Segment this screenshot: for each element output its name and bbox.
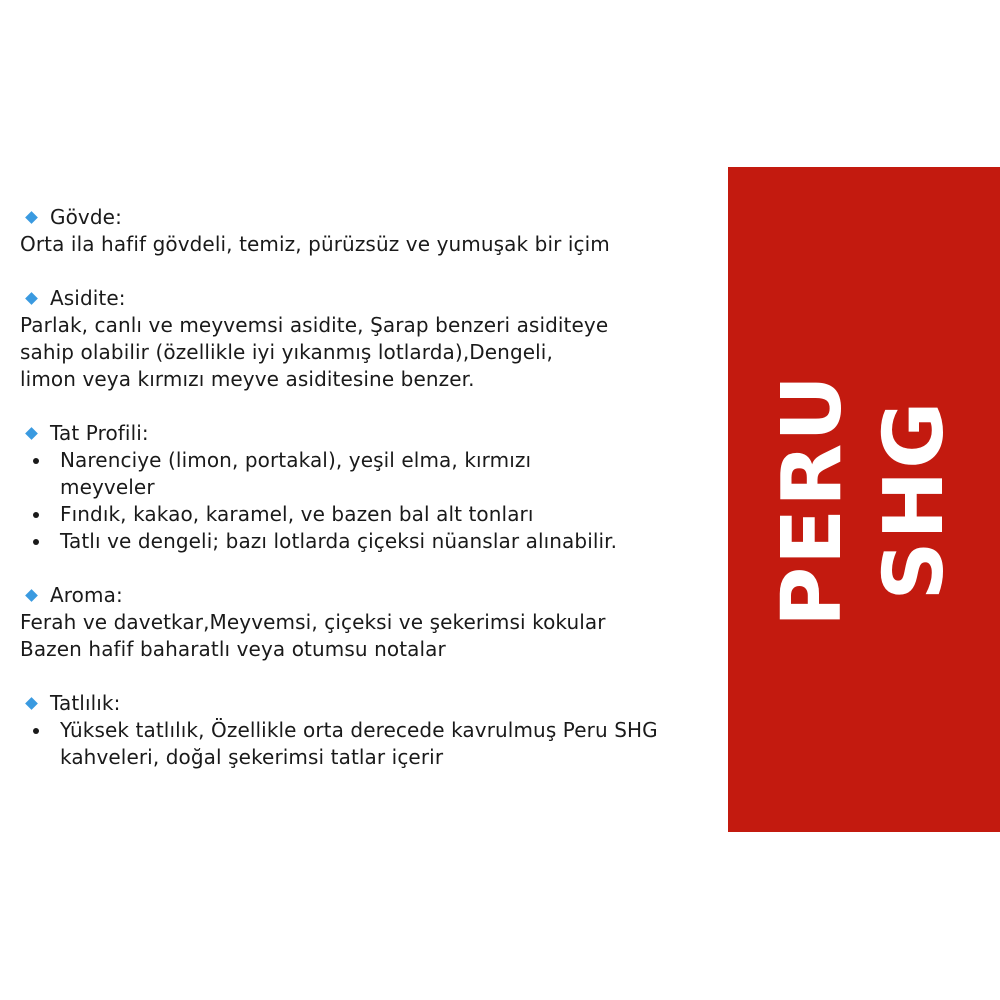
list-item: Yüksek tatlılık, Özellikle orta derecede kavrulmuş Peru SHG kahveleri, doğal şekerimsi tatlar içerir — [20, 717, 720, 771]
body-line: Parlak, canlı ve meyvemsi asidite, Şarap benzeri asiditeye — [20, 313, 609, 337]
section-govde — [20, 204, 720, 258]
bullet-list — [20, 447, 720, 555]
description-content — [20, 204, 720, 798]
section-title: Gövde: — [50, 205, 122, 229]
section-title: Aroma: — [50, 583, 123, 607]
product-label-panel — [728, 167, 1000, 832]
list-item: Tatlı ve dengeli; bazı lotlarda çiçeksi nüanslar alınabilir. — [20, 528, 720, 555]
list-item: Fındık, kakao, karamel, ve bazen bal alt tonları — [20, 501, 720, 528]
section-title: Tat Profili: — [50, 421, 149, 445]
section-heading — [20, 285, 720, 312]
body-line: Orta ila hafif gövdeli, temiz, pürüzsüz ve yumuşak bir içim — [20, 232, 610, 256]
section-tat-profili — [20, 420, 720, 555]
section-body — [20, 231, 720, 258]
section-heading — [20, 582, 720, 609]
body-line: sahip olabilir (özellikle iyi yıkanmış lotlarda),Dengeli, — [20, 340, 553, 364]
diamond-bullet-icon — [25, 427, 38, 440]
section-body — [20, 609, 720, 663]
product-name-line-1: PERU — [765, 372, 860, 627]
section-asidite — [20, 285, 720, 393]
section-aroma — [20, 582, 720, 663]
section-heading — [20, 204, 720, 231]
product-name — [762, 373, 966, 627]
diamond-bullet-icon — [25, 211, 38, 224]
section-body — [20, 312, 720, 393]
body-line: Ferah ve davetkar,Meyvemsi, çiçeksi ve şekerimsi kokular — [20, 610, 606, 634]
body-line: limon veya kırmızı meyve asiditesine benzer. — [20, 367, 475, 391]
section-tatlilik — [20, 690, 720, 771]
section-heading — [20, 690, 720, 717]
diamond-bullet-icon — [25, 589, 38, 602]
list-item: Narenciye (limon, portakal), yeşil elma, kırmızı meyveler — [20, 447, 720, 501]
section-heading — [20, 420, 720, 447]
bullet-list — [20, 717, 720, 771]
body-line: Bazen hafif baharatlı veya otumsu notalar — [20, 637, 446, 661]
section-title: Tatlılık: — [50, 691, 121, 715]
section-title: Asidite: — [50, 286, 126, 310]
diamond-bullet-icon — [25, 697, 38, 710]
product-name-line-2: SHG — [867, 399, 962, 600]
diamond-bullet-icon — [25, 292, 38, 305]
